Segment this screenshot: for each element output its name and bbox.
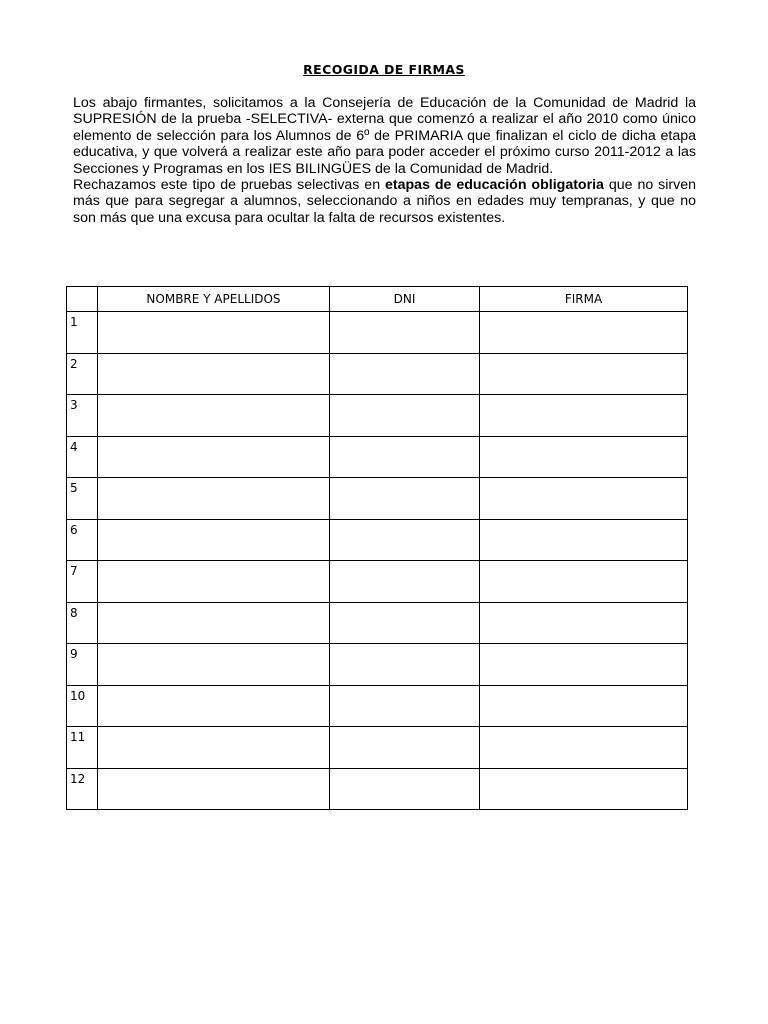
signature-cell[interactable] — [480, 353, 688, 395]
row-number: 8 — [67, 602, 98, 644]
signature-cell[interactable] — [480, 685, 688, 727]
table-row — [67, 561, 688, 603]
table-row — [67, 727, 688, 769]
signature-cell[interactable] — [480, 561, 688, 603]
table-row — [67, 312, 688, 354]
name-cell[interactable] — [98, 602, 330, 644]
paragraph-2-end: que no sirven más que para segregar a alumnos, seleccionando a niños en edades muy tempranas, y que no son más que una excusa para ocultar la falta de recursos existentes. — [73, 177, 696, 226]
column-header-firma: FIRMA — [480, 287, 688, 312]
table-row — [67, 395, 688, 437]
signature-cell[interactable] — [480, 519, 688, 561]
name-cell[interactable] — [98, 561, 330, 603]
row-number: 2 — [67, 353, 98, 395]
table-row — [67, 353, 688, 395]
name-cell[interactable] — [98, 685, 330, 727]
row-number: 6 — [67, 519, 98, 561]
signature-cell[interactable] — [480, 644, 688, 686]
name-cell[interactable] — [98, 478, 330, 520]
paragraph-2-start: Rechazamos este tipo de pruebas selectivas en — [73, 177, 386, 194]
row-number: 10 — [67, 685, 98, 727]
name-cell[interactable] — [98, 727, 330, 769]
dni-cell[interactable] — [330, 312, 480, 354]
name-cell[interactable] — [98, 519, 330, 561]
signature-cell[interactable] — [480, 727, 688, 769]
paragraph-1: Los abajo firmantes, solicitamos a la Consejería de Educación de la Comunidad de Madrid la SUPRESIÓN de la prueba -SELECTIVA- externa que comenzó a realizar el año 2010 como único elemento de selección para los Alumnos de 6º de PRIMARIA que finalizan el ciclo de dicha etapa educativa, y que volverá a realizar este año para poder acceder el próximo curso 2011-2012 a las Secciones y Programas en los IES BILINGÜES de la Comunidad de Madrid. — [73, 95, 696, 177]
name-cell[interactable] — [98, 644, 330, 686]
dni-cell[interactable] — [330, 727, 480, 769]
signature-cell[interactable] — [480, 478, 688, 520]
row-number: 11 — [67, 727, 98, 769]
row-number: 7 — [67, 561, 98, 603]
table-row — [67, 768, 688, 810]
row-number: 5 — [67, 478, 98, 520]
name-cell[interactable] — [98, 768, 330, 810]
dni-cell[interactable] — [330, 395, 480, 437]
document-body — [73, 95, 696, 226]
dni-cell[interactable] — [330, 561, 480, 603]
row-number: 4 — [67, 436, 98, 478]
table-header-row — [67, 287, 688, 312]
signature-table — [66, 286, 688, 810]
signature-cell[interactable] — [480, 602, 688, 644]
row-number: 3 — [67, 395, 98, 437]
dni-cell[interactable] — [330, 644, 480, 686]
row-number: 9 — [67, 644, 98, 686]
document-title: RECOGIDA DE FIRMAS — [303, 62, 465, 77]
dni-cell[interactable] — [330, 519, 480, 561]
name-cell[interactable] — [98, 312, 330, 354]
dni-cell[interactable] — [330, 353, 480, 395]
dni-cell[interactable] — [330, 768, 480, 810]
dni-cell[interactable] — [330, 478, 480, 520]
table-row — [67, 519, 688, 561]
dni-cell[interactable] — [330, 602, 480, 644]
column-header-name: NOMBRE Y APELLIDOS — [98, 287, 330, 312]
signature-cell[interactable] — [480, 768, 688, 810]
dni-cell[interactable] — [330, 436, 480, 478]
signature-cell[interactable] — [480, 312, 688, 354]
dni-cell[interactable] — [330, 685, 480, 727]
row-number: 12 — [67, 768, 98, 810]
signature-cell[interactable] — [480, 395, 688, 437]
paragraph-2 — [73, 177, 696, 226]
name-cell[interactable] — [98, 353, 330, 395]
name-cell[interactable] — [98, 395, 330, 437]
name-cell[interactable] — [98, 436, 330, 478]
row-number: 1 — [67, 312, 98, 354]
table-row — [67, 685, 688, 727]
column-header-dni: DNI — [330, 287, 480, 312]
table-row — [67, 602, 688, 644]
table-row — [67, 644, 688, 686]
column-header-number — [67, 287, 98, 312]
paragraph-2-emphasis: etapas de educación obligatoria — [385, 177, 604, 194]
table-row — [67, 436, 688, 478]
table-row — [67, 478, 688, 520]
signature-cell[interactable] — [480, 436, 688, 478]
